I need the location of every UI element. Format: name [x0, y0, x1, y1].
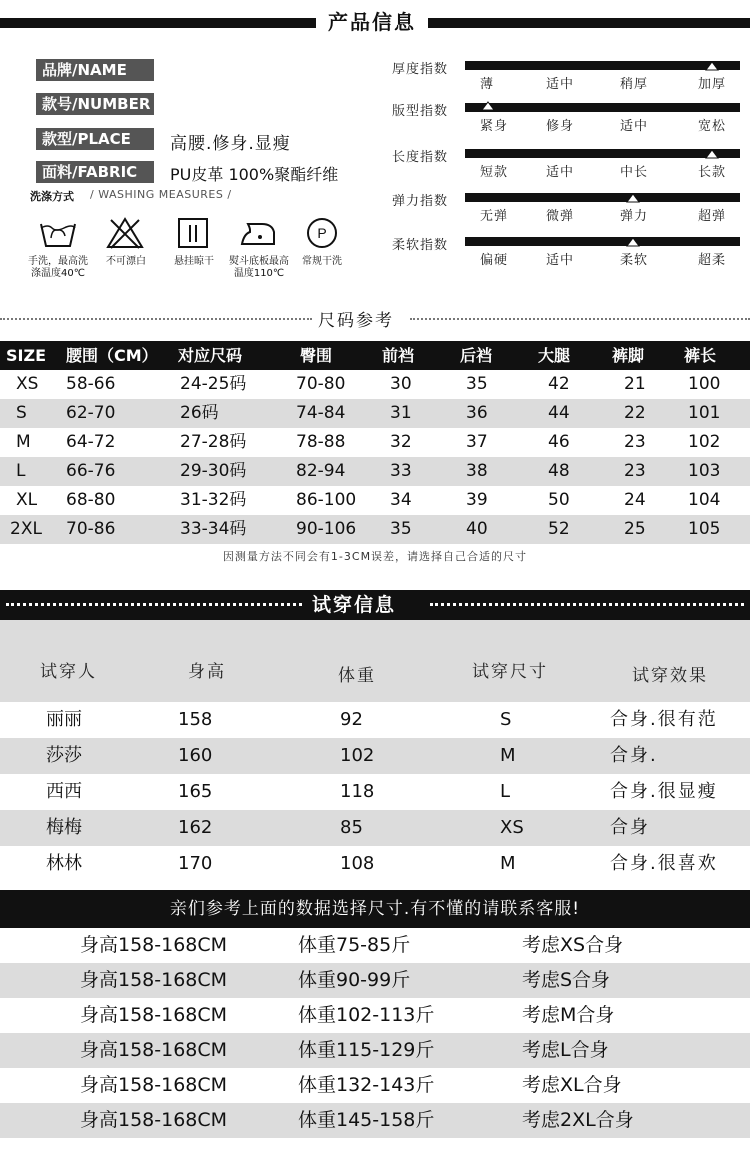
table-row	[0, 457, 750, 486]
col-length: 裤长	[684, 346, 717, 365]
tryon-dots-left	[6, 603, 302, 606]
table-cell: 2XL	[10, 519, 42, 539]
table-cell: 身高158-168CM	[80, 1109, 228, 1131]
table-cell: 52	[548, 519, 570, 539]
field-label-place: 款型/PLACE	[36, 128, 154, 150]
field-value-fabric: PU皮革 100%聚酯纤维	[170, 165, 339, 184]
index-option: 无弹	[480, 209, 509, 224]
index-option: 超柔	[698, 253, 727, 268]
table-cell: 170	[178, 853, 213, 874]
table-cell: 46	[548, 432, 570, 452]
table-row	[0, 1068, 750, 1103]
table-cell: 体重132-143斤	[298, 1074, 435, 1096]
table-row	[0, 810, 750, 846]
table-cell: 33	[390, 461, 412, 481]
index-option: 适中	[546, 165, 575, 180]
table-cell: 西西	[46, 781, 82, 802]
index-option: 适中	[620, 119, 649, 134]
recommend-banner: 亲们参考上面的数据选择尺寸.有不懂的请联系客服!	[0, 890, 750, 928]
table-cell: 70-86	[66, 519, 116, 539]
table-cell: 身高158-168CM	[80, 934, 228, 956]
table-cell: 82-94	[296, 461, 346, 481]
index-option: 修身	[546, 119, 575, 134]
index-title: 版型指数	[392, 104, 449, 119]
table-cell: 30	[390, 374, 412, 394]
table-cell: 32	[390, 432, 412, 452]
table-cell: 90-106	[296, 519, 357, 539]
table-row	[0, 998, 750, 1033]
index-bar	[465, 237, 740, 246]
table-cell: S	[16, 403, 27, 423]
table-cell: 身高158-168CM	[80, 1074, 228, 1096]
table-cell: 36	[466, 403, 488, 423]
table-cell: 31-32码	[180, 490, 247, 510]
col-hip: 臀围	[300, 346, 333, 365]
washing-label-hand-wash: 手洗，最高洗涤温度40℃	[28, 256, 88, 279]
field-label-fabric: 面料/FABRIC	[36, 161, 154, 183]
index-option: 中长	[620, 165, 649, 180]
table-cell: 74-84	[296, 403, 346, 423]
table-cell: 102	[340, 745, 375, 766]
index-marker	[481, 101, 495, 111]
col-effect: 试穿效果	[632, 666, 708, 686]
table-row	[0, 428, 750, 457]
index-option: 柔软	[620, 253, 649, 268]
index-bar	[465, 149, 740, 158]
table-cell: 38	[466, 461, 488, 481]
table-cell: 66-76	[66, 461, 116, 481]
col-waist: 腰围（CM）	[66, 346, 158, 365]
table-cell: 64-72	[66, 432, 116, 452]
table-cell: 合身.很喜欢	[610, 853, 718, 874]
table-row	[0, 928, 750, 963]
table-row	[0, 486, 750, 515]
table-cell: 体重90-99斤	[298, 969, 411, 991]
table-cell: 23	[624, 432, 646, 452]
index-title: 厚度指数	[392, 62, 449, 77]
table-cell: 24-25码	[180, 374, 247, 394]
table-cell: 22	[624, 403, 646, 423]
table-cell: S	[500, 709, 512, 730]
table-cell: 25	[624, 519, 646, 539]
table-cell: 62-70	[66, 403, 116, 423]
table-cell: XL	[16, 490, 38, 510]
table-cell: 101	[688, 403, 721, 423]
washing-subtitle: / WASHING MEASURES /	[90, 188, 232, 201]
table-row	[0, 1103, 750, 1138]
index-option: 短款	[480, 165, 509, 180]
index-option: 微弹	[546, 209, 575, 224]
washing-label-dry-clean: 常规干洗	[302, 256, 342, 267]
table-cell: 体重145-158斤	[298, 1109, 435, 1131]
index-bar	[465, 61, 740, 70]
table-cell: L	[500, 781, 511, 802]
table-cell: 42	[548, 374, 570, 394]
table-cell: 105	[688, 519, 721, 539]
table-cell: 21	[624, 374, 646, 394]
field-label-number: 款号/NUMBER	[36, 93, 154, 115]
col-size: SIZE	[6, 346, 47, 365]
index-marker	[626, 237, 640, 247]
table-cell: 合身.很有范	[610, 709, 718, 730]
col-pant-size: 对应尺码	[178, 346, 243, 365]
table-cell: 162	[178, 817, 213, 838]
iron-icon	[238, 216, 278, 250]
field-label-name: 品牌/NAME	[36, 59, 154, 81]
table-cell: 考虑M合身	[522, 1004, 615, 1026]
table-cell: 50	[548, 490, 570, 510]
table-cell: 林林	[46, 853, 82, 874]
index-option: 适中	[546, 253, 575, 268]
table-cell: 合身.	[610, 745, 658, 766]
table-cell: 考虑S合身	[522, 969, 611, 991]
table-cell: 梅梅	[46, 817, 82, 838]
table-cell: 身高158-168CM	[80, 1004, 228, 1026]
table-cell: 34	[390, 490, 412, 510]
svg-text:P: P	[317, 225, 327, 241]
section-title-tryon: 试穿信息	[312, 594, 397, 616]
table-cell: 考虑2XL合身	[522, 1109, 634, 1131]
size-table-header	[0, 341, 750, 370]
col-thigh: 大腿	[538, 346, 571, 365]
table-cell: 68-80	[66, 490, 116, 510]
field-value-place: 高腰.修身.显瘦	[170, 134, 291, 154]
index-title: 长度指数	[392, 150, 449, 165]
washing-label-iron: 熨斗底板最高温度110℃	[229, 256, 289, 279]
size-divider-right	[410, 318, 750, 320]
table-cell: 85	[340, 817, 363, 838]
table-cell: 考虑XS合身	[522, 934, 624, 956]
index-marker	[705, 149, 719, 159]
washing-title: 洗涤方式	[30, 190, 74, 203]
no-bleach-icon	[105, 216, 145, 250]
col-tried-size: 试穿尺寸	[472, 662, 548, 682]
table-row	[0, 515, 750, 544]
table-cell: 35	[390, 519, 412, 539]
index-marker	[626, 193, 640, 203]
table-row	[0, 370, 750, 399]
table-cell: 158	[178, 709, 213, 730]
table-cell: M	[16, 432, 31, 452]
table-cell: 78-88	[296, 432, 346, 452]
table-cell: 37	[466, 432, 488, 452]
table-cell: 体重102-113斤	[298, 1004, 435, 1026]
col-leg-opening: 裤脚	[612, 346, 645, 365]
washing-label-no-bleach: 不可漂白	[106, 256, 146, 267]
table-cell: 23	[624, 461, 646, 481]
table-cell: 27-28码	[180, 432, 247, 452]
col-weight: 体重	[338, 666, 376, 686]
index-option: 偏硬	[480, 253, 509, 268]
index-option: 稍厚	[620, 77, 649, 92]
table-row	[0, 399, 750, 428]
col-front-rise: 前裆	[382, 346, 415, 365]
index-option: 薄	[480, 77, 495, 92]
index-option: 宽松	[698, 119, 727, 134]
table-cell: 100	[688, 374, 721, 394]
table-cell: 24	[624, 490, 646, 510]
col-tester: 试穿人	[40, 662, 97, 682]
table-cell: M	[500, 745, 516, 766]
table-cell: L	[16, 461, 26, 481]
washing-label-hang-dry: 悬挂晾干	[174, 256, 214, 267]
table-row	[0, 738, 750, 774]
index-option: 适中	[546, 77, 575, 92]
table-cell: 58-66	[66, 374, 116, 394]
dry-clean-icon	[302, 216, 342, 250]
table-cell: 31	[390, 403, 412, 423]
table-cell: 70-80	[296, 374, 346, 394]
table-cell: 92	[340, 709, 363, 730]
table-cell: 39	[466, 490, 488, 510]
table-cell: 丽丽	[46, 709, 82, 730]
table-cell: 35	[466, 374, 488, 394]
section-title-product-info: 产品信息	[316, 6, 428, 38]
table-cell: XS	[16, 374, 39, 394]
index-option: 超弹	[698, 209, 727, 224]
table-row	[0, 1033, 750, 1068]
table-cell: 考虑XL合身	[522, 1074, 622, 1096]
table-row	[0, 702, 750, 738]
index-option: 弹力	[620, 209, 649, 224]
index-option: 长款	[698, 165, 727, 180]
index-title: 弹力指数	[392, 194, 449, 209]
table-cell: 102	[688, 432, 721, 452]
table-cell: XS	[500, 817, 524, 838]
table-cell: 考虑L合身	[522, 1039, 609, 1061]
table-cell: 86-100	[296, 490, 357, 510]
col-height: 身高	[188, 662, 226, 682]
hand-wash-icon	[38, 216, 78, 250]
table-cell: 合身.很显瘦	[610, 781, 718, 802]
size-divider-left	[0, 318, 312, 320]
table-cell: 40	[466, 519, 488, 539]
table-row	[0, 963, 750, 998]
index-title: 柔软指数	[392, 238, 449, 253]
table-cell: 108	[340, 853, 375, 874]
table-cell: 104	[688, 490, 721, 510]
hang-dry-icon	[173, 216, 213, 250]
index-option: 加厚	[698, 77, 727, 92]
table-cell: 身高158-168CM	[80, 1039, 228, 1061]
table-cell: 165	[178, 781, 213, 802]
table-cell: 118	[340, 781, 375, 802]
table-cell: M	[500, 853, 516, 874]
table-cell: 48	[548, 461, 570, 481]
table-cell: 160	[178, 745, 213, 766]
section-title-size: 尺码参考	[318, 311, 394, 331]
table-row	[0, 774, 750, 810]
table-cell: 26码	[180, 403, 219, 423]
index-bar	[465, 103, 740, 112]
table-cell: 体重75-85斤	[298, 934, 411, 956]
table-cell: 29-30码	[180, 461, 247, 481]
table-cell: 莎莎	[46, 745, 82, 766]
index-marker	[705, 61, 719, 71]
table-cell: 合身	[610, 817, 650, 838]
table-row	[0, 846, 750, 882]
table-cell: 体重115-129斤	[298, 1039, 435, 1061]
tryon-dots-right	[430, 603, 744, 606]
table-cell: 103	[688, 461, 721, 481]
table-cell: 33-34码	[180, 519, 247, 539]
index-bar	[465, 193, 740, 202]
col-back-rise: 后裆	[460, 346, 493, 365]
index-option: 紧身	[480, 119, 509, 134]
table-cell: 身高158-168CM	[80, 969, 228, 991]
size-note: 因测量方法不同会有1-3CM误差，请选择自己合适的尺寸	[222, 550, 528, 563]
table-cell: 44	[548, 403, 570, 423]
